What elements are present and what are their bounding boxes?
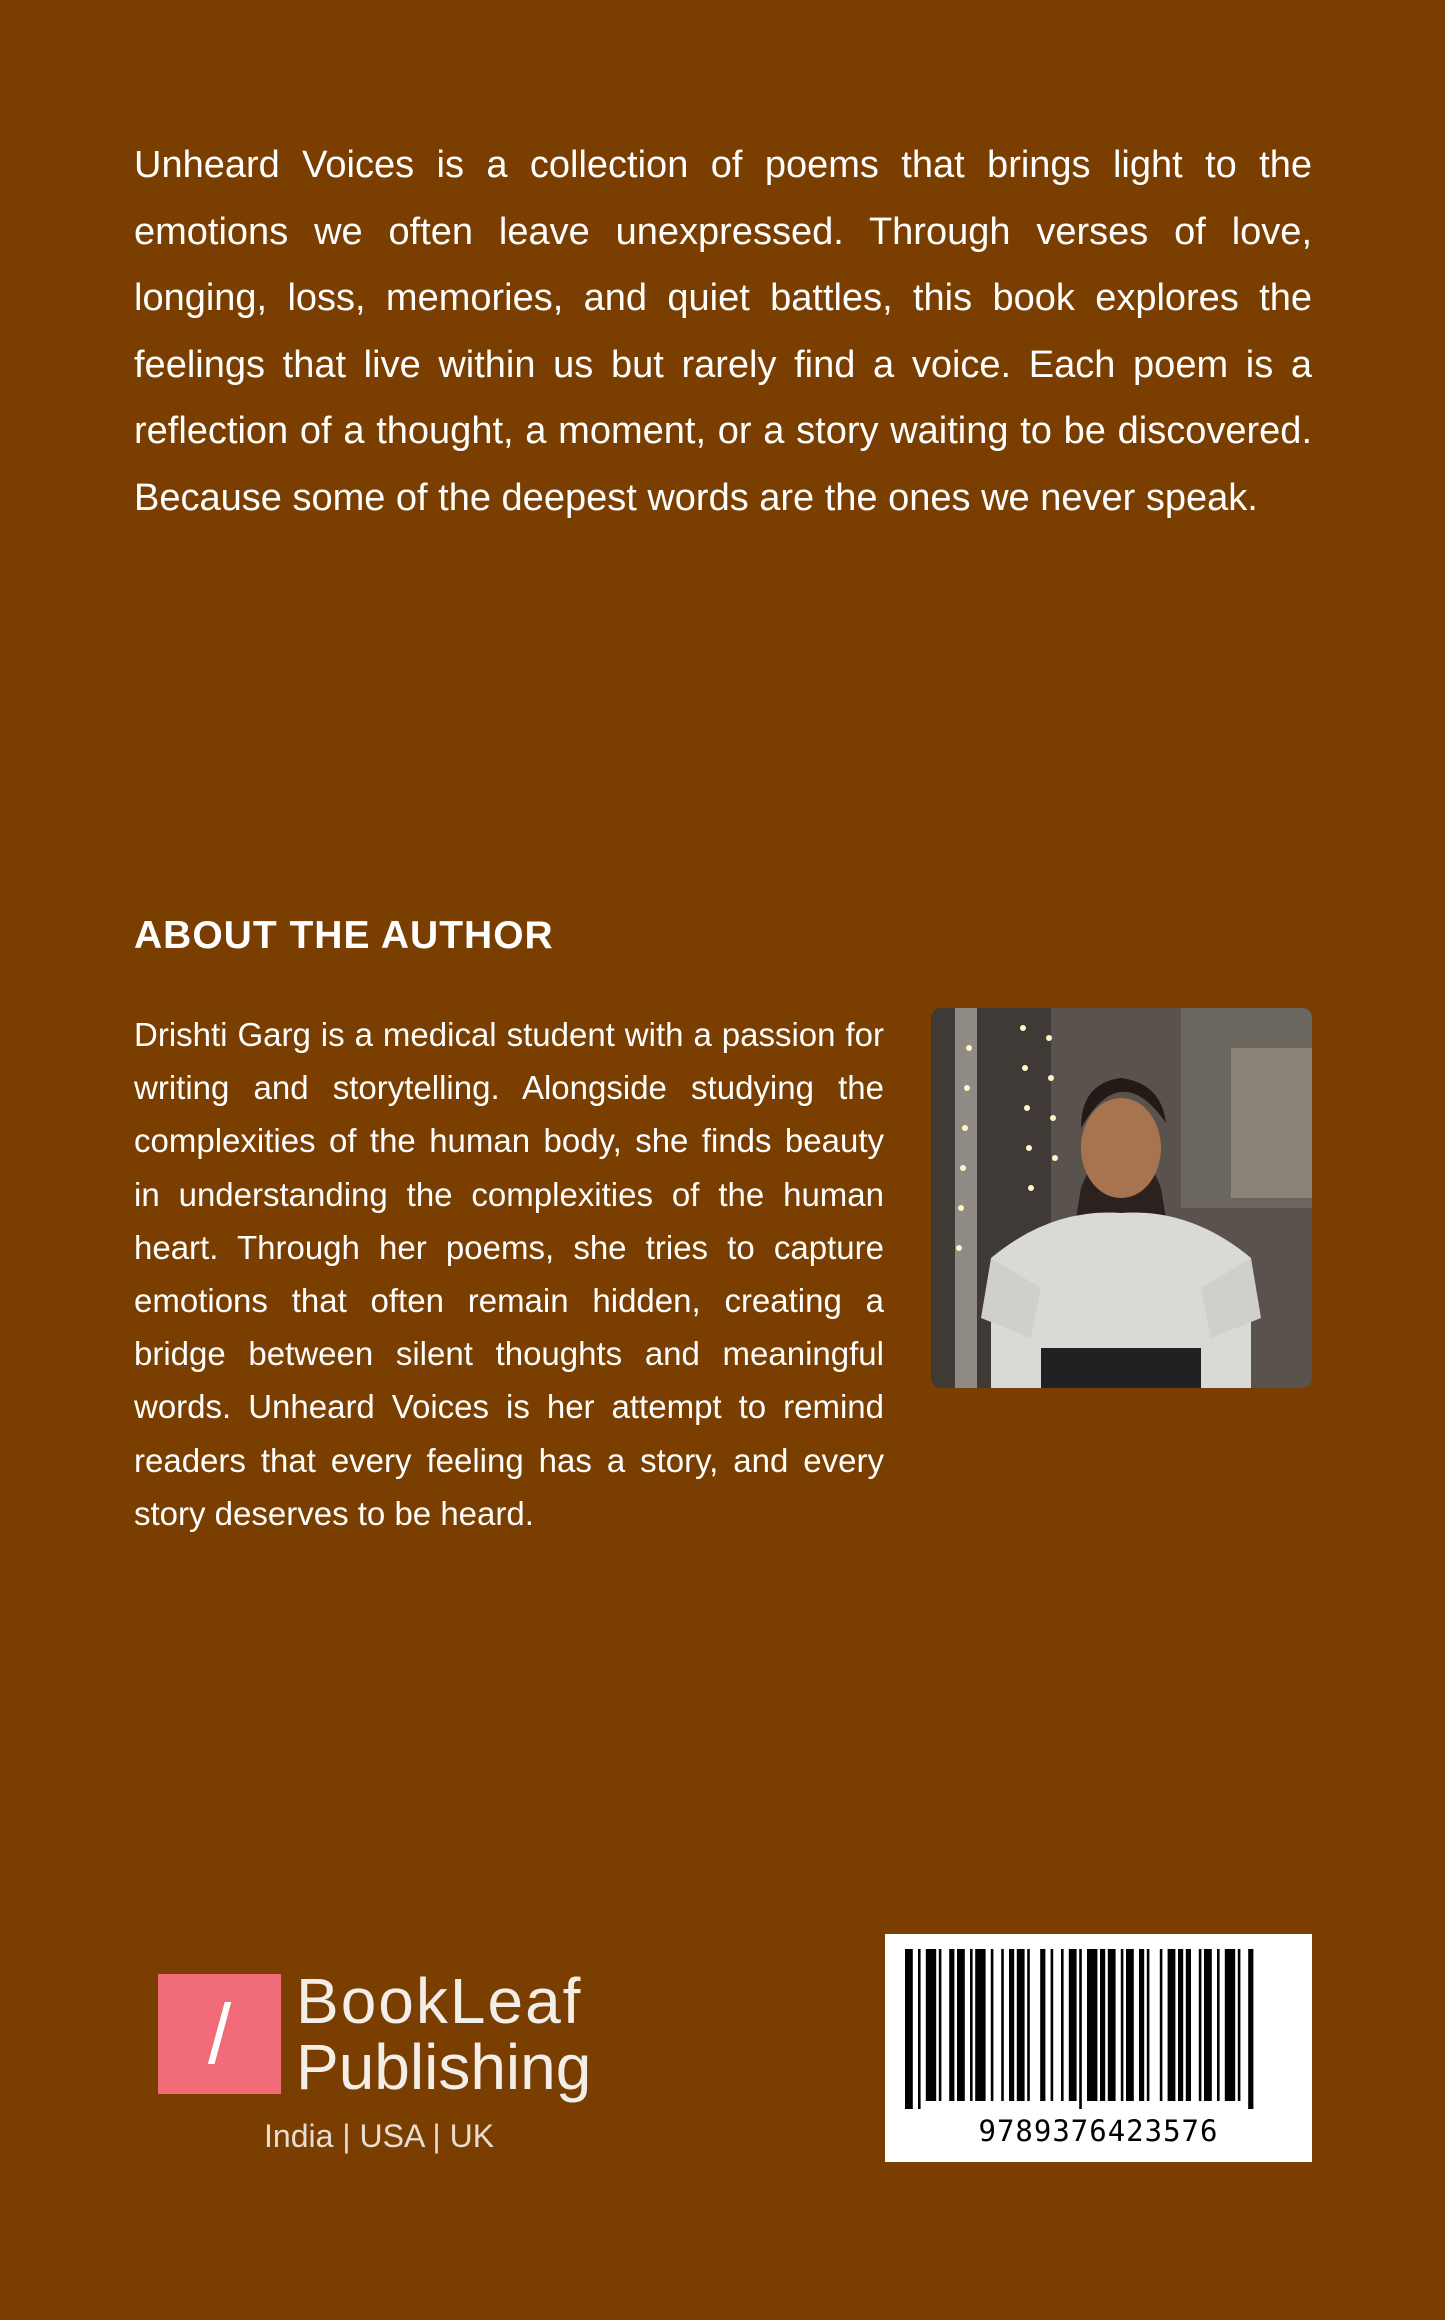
barcode-bar [1186,1949,1191,2101]
author-photo [931,1008,1312,1388]
barcode-bar [918,1949,921,2109]
isbn-number: 9789376423576 [978,2114,1219,2148]
publisher-logo-mark [158,1974,281,2094]
about-author-heading: ABOUT THE AUTHOR [134,914,554,957]
barcode-bar [1069,1949,1077,2101]
barcode-bar [1139,1949,1144,2101]
book-blurb: Unheard Voices is a collection of poems that brings light to the emotions we often leave unexpressed. Through verses of love, longing, loss, memories, and quiet battles, this book explores the feelings that live within us but rarely find a voice. Each poem is a reflection of a thought, a moment, or a story waiting to be discovered. Because some of the deepest words are the ones we never speak. [134,144,1312,519]
barcode-bar [1040,1949,1045,2101]
barcode-bar [1225,1949,1235,2101]
barcode-bar [1108,1949,1116,2101]
barcode-bar [975,1949,985,2101]
barcode-bars [903,1949,1294,2109]
barcode-bar [1238,1949,1241,2101]
barcode-bar [1009,1949,1014,2101]
barcode-bar [991,1949,994,2101]
slash-icon: / [207,1987,232,2081]
barcode-bar [926,1949,936,2101]
barcode-bar [1160,1949,1163,2101]
barcode-bar [939,1949,942,2101]
barcode-bar [957,1949,965,2101]
barcode-bar [1248,1949,1253,2109]
barcode-bar [1027,1949,1030,2101]
barcode-bar [1017,1949,1025,2101]
publisher-name-line2: Publishing [296,2031,592,2103]
barcode-bar [1001,1949,1004,2101]
barcode-bar [1217,1949,1220,2101]
barcode-bar [949,1949,954,2101]
barcode-bar [1204,1949,1212,2101]
publisher-regions: India | USA | UK [264,2118,495,2154]
isbn-barcode [885,1934,1312,2162]
barcode-bar [970,1949,973,2101]
barcode-bar [1087,1949,1097,2101]
barcode-bar [1126,1949,1134,2101]
barcode-bar [1061,1949,1064,2101]
barcode-bar [1178,1949,1183,2101]
author-bio: Drishti Garg is a medical student with a passion for writing and storytelling. Alongside studying the complexities of the human body, she finds beauty in understanding the complexities of the human heart. Through her poems, she tries to capture emotions that often remain hidden, creating a bridge between silent thoughts and meaningful words. Unheard Voices is her attempt to remind readers that every feeling has a story, and every story deserves to be heard. [134,1016,884,1532]
publisher-name-line1: BookLeaf [296,1965,583,2037]
barcode-bar [1100,1949,1105,2101]
barcode-bar [905,1949,913,2109]
barcode-bar [1079,1949,1082,2109]
barcode-bar [1147,1949,1150,2101]
barcode-bar [1121,1949,1124,2101]
barcode-bar [1051,1949,1054,2101]
barcode-bar [1168,1949,1176,2101]
barcode-bar [1199,1949,1202,2101]
